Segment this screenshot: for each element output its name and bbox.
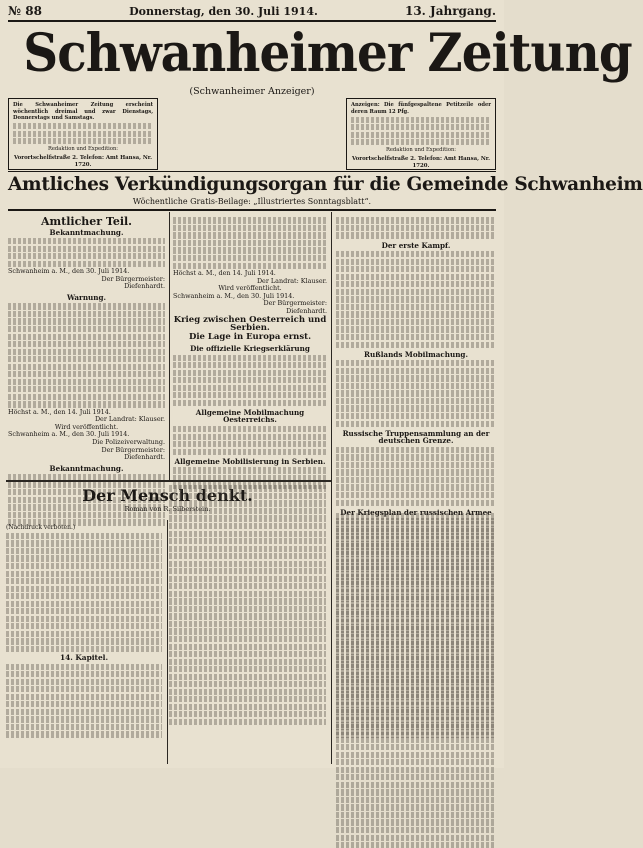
text-line [169,659,326,665]
text-line [6,694,162,700]
text-line [336,767,496,773]
text-line [336,390,496,396]
issue-number: № 88 [8,4,42,18]
text-line [8,401,165,407]
text-line [6,716,162,722]
text-line [169,583,326,589]
text-line [336,687,496,693]
text-line [173,426,327,432]
text-line [173,400,327,406]
text-line [336,513,496,519]
text-line [336,797,496,803]
text-line [6,664,162,670]
text-line [336,694,496,700]
text-line [336,581,496,587]
text-line [6,548,162,554]
text-line [336,368,496,374]
text-line [336,477,496,483]
subscription-text: Die Schwanheimer Zeitung erscheint wöchentlich dreimal und zwar Dienstags, Donnerstags und Samstags. [13,102,153,122]
text-line [169,704,326,710]
text-line [336,304,496,310]
text-line [173,434,327,440]
official-section-heading: Amtlicher Teil. [40,215,133,228]
text-line [336,462,496,468]
col2-date: Höchst a. M., den 14. Juli 1914. [173,269,276,278]
text-line [8,334,165,340]
first-battle-heading: Der erste Kampf. [381,240,451,250]
text-line [169,561,326,567]
text-line [336,413,496,419]
text-line [169,538,326,544]
published-sig1: Die Polizeiverwaltung. [92,438,165,447]
ad-editor-address: Vorortschelfstraße 2. Telefon: Amt Hansa, Nr. 1720. [351,156,491,169]
text-line [336,596,496,602]
text-line [336,566,496,572]
text-line [169,666,326,672]
text-line [336,528,496,534]
col2-pub-sig1: Der Bürgermeister: [263,299,327,308]
text-line [336,649,496,655]
text-line [13,123,153,129]
text-line [169,591,326,597]
text-line [336,536,496,542]
column-divider-2 [331,212,332,764]
text-line [6,679,162,685]
text-line [336,812,496,818]
text-line [336,311,496,317]
text-line [169,621,326,627]
text-line [169,613,326,619]
text-line [173,263,327,269]
col2-published: Wird veröffentlicht. [218,284,282,293]
text-line [336,360,496,366]
text-line [169,681,326,687]
text-line [336,789,496,795]
text-line [169,689,326,695]
column-divider-1 [169,212,170,480]
text-line [173,232,327,238]
issue-date: Donnerstag, den 30. Juli 1914. [129,4,318,18]
text-line [336,375,496,381]
text-line [169,546,326,552]
text-line [173,362,327,368]
masthead-title: Schwanheimer Zeitung [23,23,632,84]
text-line [336,724,496,730]
serial-chapter: 14. Kapitel. [59,653,109,663]
text-line [351,117,491,123]
volume-number: 13. Jahrgang. [404,4,496,18]
text-line [169,568,326,574]
text-line [351,132,491,138]
text-line [6,563,162,569]
text-line [8,261,165,267]
text-line [6,586,162,592]
text-line [336,543,496,549]
text-line [8,386,165,392]
text-line [6,731,162,737]
editor-label: Redaktion und Expedition: [47,145,119,152]
text-line [336,641,496,647]
text-line [173,377,327,383]
text-line [173,441,327,447]
text-line [336,296,496,302]
text-line [336,484,496,490]
text-line [336,289,496,295]
supplement-note: Wöchentliche Gratis-Beilage: „Illustriertes Sonntagsblatt“. [132,197,372,206]
text-line [173,467,327,473]
text-line [336,232,496,238]
text-line [351,124,491,130]
text-line [13,131,153,137]
text-line [169,636,326,642]
text-line [169,531,326,537]
text-line [336,274,496,280]
text-line [169,696,326,702]
masthead-subtitle: (Schwanheimer Anzeiger) [189,86,315,97]
text-line [6,701,162,707]
russian-troops-heading: Russische Truppensammlung an der deutschen Grenze. [342,428,490,446]
editor-address: Vorortschelfstraße 2. Telefon: Amt Hansa, Nr. 1720. [13,155,153,168]
text-line [336,619,496,625]
notice1-sig2: Diefenhardt. [124,282,165,291]
text-line [336,342,496,348]
text-line [169,493,326,499]
header-topline [8,3,496,19]
text-line [336,259,496,265]
text-line [169,553,326,559]
text-line [8,341,165,347]
ad-editor-label: Redaktion und Expedition: [385,146,457,153]
war-subheadline: Die Lage in Europa ernst. [188,332,312,343]
text-line [8,371,165,377]
text-line [6,724,162,730]
text-line [336,717,496,723]
text-line [336,559,496,565]
text-line [6,623,162,629]
official-organ-title: Amtliches Verkündigungsorgan für die Gemeinde Schwanheim [8,174,643,195]
text-line [336,319,496,325]
text-line [8,379,165,385]
text-line [6,601,162,607]
text-line [169,644,326,650]
text-line [336,281,496,287]
text-line [336,626,496,632]
serial-column-1 [6,524,162,739]
notice1-date: Schwanheim a. M., den 30. Juli 1914. [8,267,130,276]
text-line [6,638,162,644]
text-line [169,719,326,725]
text-line [336,611,496,617]
text-line [8,238,165,244]
text-line [169,628,326,634]
war-plan-heading: Der Kriegsplan der russischen Armee [340,507,492,517]
text-line [336,551,496,557]
col2-pub-sig2: Diefenhardt. [286,306,327,315]
banner-rule-bottom [8,209,496,211]
text-line [336,421,496,427]
text-line [6,533,162,539]
serial-column-divider [167,520,168,764]
text-line [336,835,496,841]
published-sig2: Der Bürgermeister: [101,445,165,454]
text-line [173,355,327,361]
text-line [6,671,162,677]
text-line [336,774,496,780]
text-line [336,804,496,810]
banner-rule [8,171,496,172]
text-line [8,364,165,370]
text-line [336,604,496,610]
text-line [8,356,165,362]
text-line [169,674,326,680]
text-line [336,679,496,685]
text-line [336,492,496,498]
text-line [169,508,326,514]
text-line [336,469,496,475]
text-line [8,318,165,324]
text-line [6,631,162,637]
text-line [169,500,326,506]
text-line [336,326,496,332]
text-line [8,303,165,309]
text-line [336,383,496,389]
text-line [8,349,165,355]
text-line [173,217,327,223]
subscription-info-box [8,98,158,170]
notice1-sig1: Der Bürgermeister: [101,274,165,283]
text-line [169,598,326,604]
text-line [336,634,496,640]
text-line [173,370,327,376]
published-note: Wird veröffentlicht. [54,422,119,431]
text-line [173,385,327,391]
text-line [8,311,165,317]
text-line [173,255,327,261]
text-line [6,571,162,577]
text-line [6,555,162,561]
text-line [336,447,496,453]
text-line [173,225,327,231]
text-line [169,651,326,657]
notice3-title: Bekanntmachung. [49,463,124,473]
text-line [169,576,326,582]
text-line [336,217,496,223]
warning-title: Warnung. [66,292,107,302]
text-line [6,616,162,622]
text-line [169,606,326,612]
text-line [336,334,496,340]
column-news [173,216,327,481]
text-line [336,709,496,715]
text-line [8,246,165,252]
col2-sig: Der Landrat: Klauser. [256,276,327,285]
text-line [6,578,162,584]
serial-heading: Der Mensch denkt. [82,486,253,505]
notice2-date: Höchst a. M., den 14. Juli 1914. [8,407,111,416]
text-line [169,711,326,717]
text-line [336,266,496,272]
text-line [6,608,162,614]
mobilization-austria-heading: Allgemeine Mobilmachung Oesterreichs. [195,407,305,425]
column-official [8,216,165,481]
text-line [336,454,496,460]
text-line [336,405,496,411]
text-line [169,515,326,521]
russia-mobilization-heading: Rußlands Mobilmachung. [364,349,468,359]
text-line [6,646,162,652]
text-line [336,819,496,825]
text-line [336,702,496,708]
text-line [6,540,162,546]
col2-pub-date: Schwanheim a. M., den 30. Juli 1914. [173,291,295,300]
serial-separator [6,480,331,482]
text-line [336,574,496,580]
text-line [336,664,496,670]
text-line [8,326,165,332]
text-line [173,247,327,253]
text-line [336,782,496,788]
text-line [336,732,496,738]
notice2-sig: Der Landrat: Klauser. [94,415,165,424]
text-line [6,709,162,715]
text-line [336,827,496,833]
text-line [336,589,496,595]
published-date: Schwanheim a. M., den 30. Juli 1914. [8,430,130,439]
advertising-text: Anzeigen: Die fünfgespaltene Petitzeile oder deren Raum 12 Pfg. [351,102,491,115]
text-line [13,138,153,144]
text-line [336,656,496,662]
text-line [336,521,496,527]
text-line [336,251,496,257]
text-line [336,398,496,404]
text-line [351,139,491,145]
serial-column-2 [169,484,326,726]
declaration-heading: Die offizielle Kriegserklärung [190,343,310,353]
text-line [173,392,327,398]
text-line [6,686,162,692]
serial-copyright: (Nachdruck verboten.) [6,524,76,531]
mobilization-serbia-heading: Allgemeine Mobilisierung in Serbien. [174,456,326,466]
text-line [173,449,327,455]
war-headline: Krieg zwischen Oesterreich und Serbien. [173,315,327,333]
text-line [173,240,327,246]
text-line [169,485,326,491]
column-continuation [336,512,496,764]
text-line [169,523,326,529]
notice1-title: Bekanntmachung. [49,227,124,237]
text-line [6,593,162,599]
published-sig3: Diefenhardt. [124,453,165,462]
text-line [8,394,165,400]
serial-byline: Roman von R. Silberstein. [124,505,211,513]
text-line [336,672,496,678]
text-line [336,842,496,848]
text-line [336,500,496,506]
advertising-info-box [346,98,496,170]
text-line [336,225,496,231]
text-line [8,253,165,259]
